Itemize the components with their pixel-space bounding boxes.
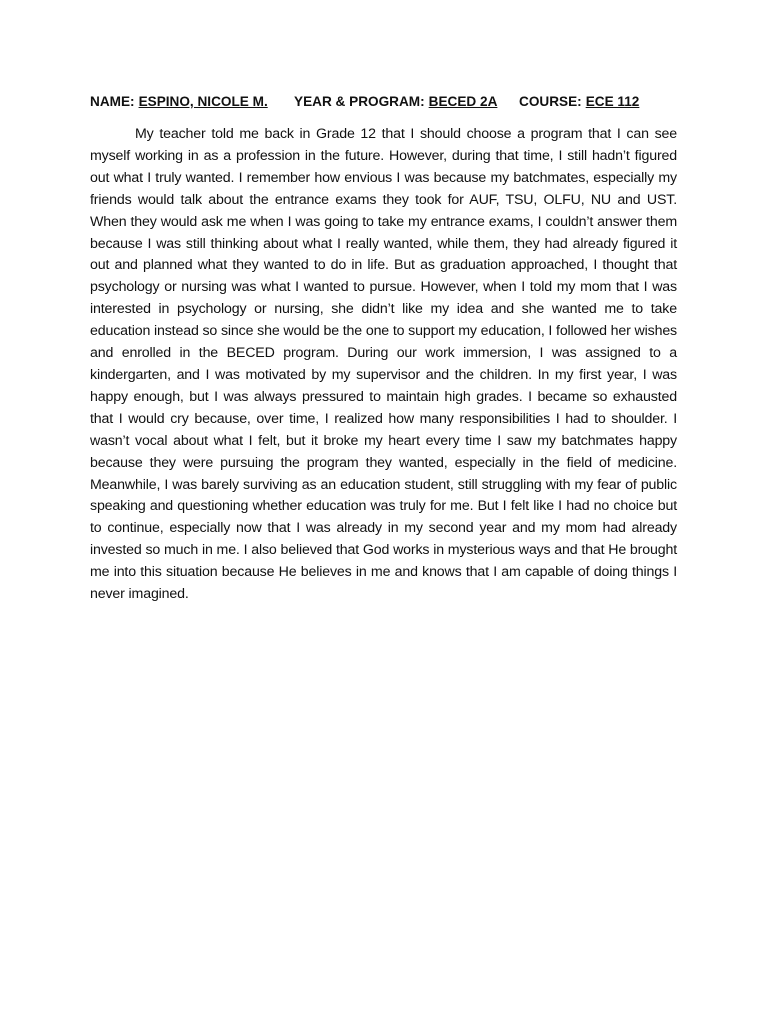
program-label: YEAR & PROGRAM: [294,94,425,109]
course-field [519,94,639,109]
program-value: BECED 2A [428,94,498,109]
course-value: ECE 112 [585,94,640,109]
name-label: NAME: [90,94,135,109]
essay-paragraph: My teacher told me back in Grade 12 that I should choose a program that I can see myself working in as a profession in the future. However, during that time, I still hadn’t figured out what I truly wanted. I remember how envious I was because my batchmates, especially my friends would talk about the entrance exams they took for AUF, TSU, OLFU, NU and UST. When they would ask me when I was going to take my entrance exams, I couldn’t answer them because I was still thinking about what I really wanted, while them, they had already figured it out and planned what they wanted to do in life. But as graduation approached, I thought that psychology or nursing was what I wanted to pursue. However, when I told my mom that I was interested in psychology or nursing, she didn’t like my idea and she wanted me to take education instead so since she would be the one to support my education, I followed her wishes and enrolled in the BECED program. During our work immersion, I was assigned to a kindergarten, and I was motivated by my supervisor and the children. In my first year, I was happy enough, but I was always pressured to maintain high grades. I became so exhausted that I would cry because, over time, I realized how many responsibilities I had to shoulder. I wasn’t vocal about what I felt, but it broke my heart every time I saw my batchmates happy because they were pursuing the program they wanted, especially in the field of medicine. Meanwhile, I was barely surviving as an education student, still struggling with my fear of public speaking and questioning whether education was truly for me. But I felt like I had no choice but to continue, especially now that I was already in my second year and my mom had already invested so much in me. I also believed that God works in mysterious ways and that He brought me into this situation because He believes in me and knows that I am capable of doing things I never imagined. [90,126,677,603]
program-field [294,94,497,109]
course-label: COURSE: [519,94,582,109]
student-info-header [90,94,690,114]
name-field [90,94,268,109]
name-value: ESPINO, NICOLE M. [138,94,268,109]
